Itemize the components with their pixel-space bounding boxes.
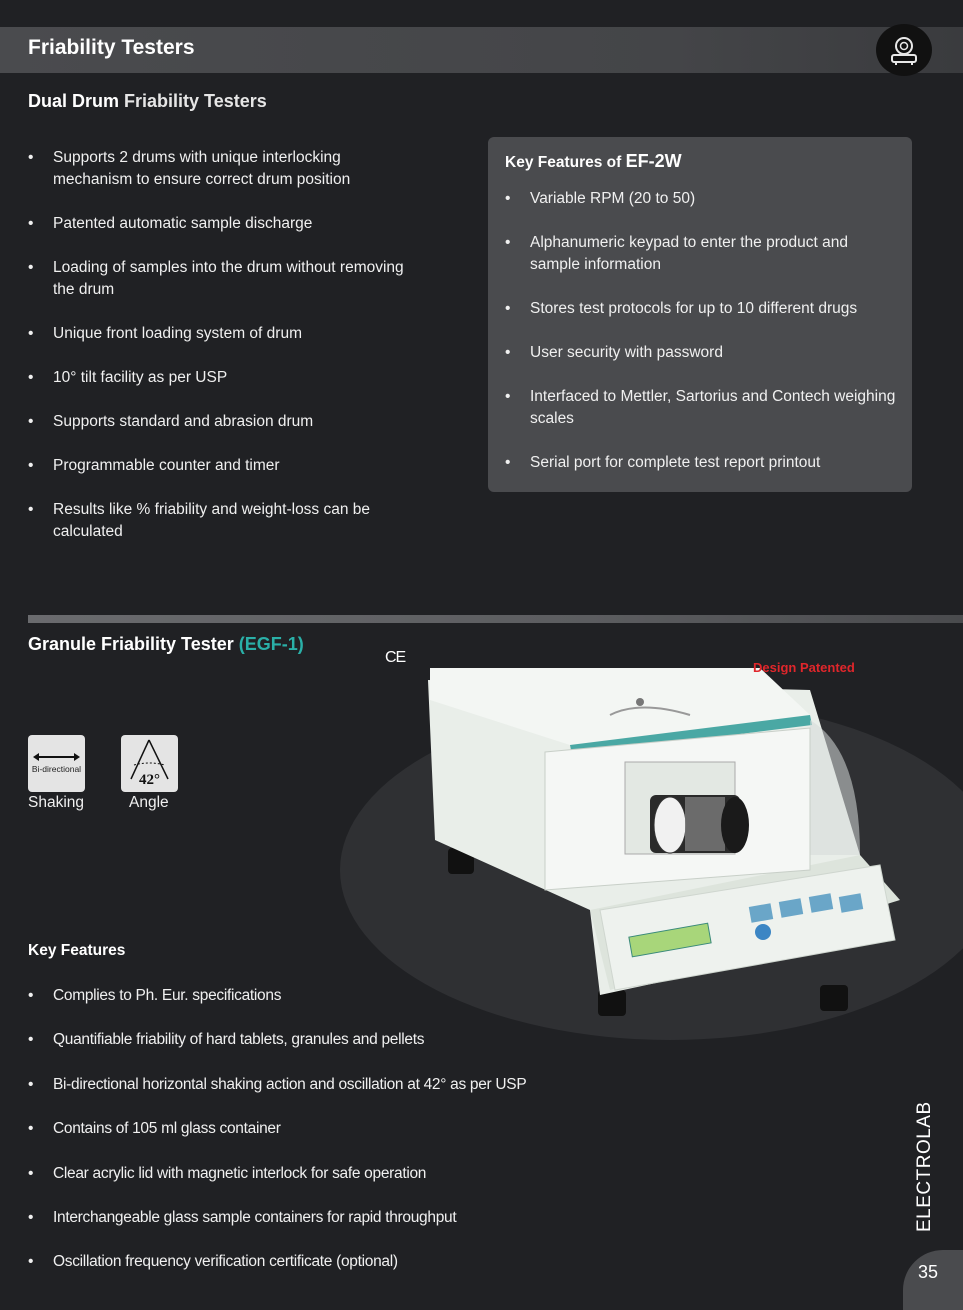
tester-logo-icon: [876, 24, 932, 76]
list-item: • Complies to Ph. Eur. specifications: [28, 985, 628, 1007]
bidirectional-icon-text: Bi-directional: [31, 764, 82, 774]
list-item: • Programmable counter and timer: [28, 455, 418, 477]
brand-wordmark: ELECTROLAB: [914, 1101, 935, 1232]
granule-friabilator-image: [340, 640, 963, 1040]
list-item: • Supports standard and abrasion drum: [28, 411, 418, 433]
list-item: • Loading of samples into the drum without removing the drum: [28, 257, 418, 301]
page-title: Friability Testers: [28, 36, 195, 59]
page-number: 35: [918, 1262, 939, 1282]
list-item: • Results like % friability and weight-loss can be calculated: [28, 499, 418, 543]
list-item: • Clear acrylic lid with magnetic interlock for safe operation: [28, 1163, 628, 1185]
list-item: • Patented automatic sample discharge: [28, 213, 418, 235]
list-item: • Oscillation frequency verification certificate (optional): [28, 1251, 628, 1273]
key-features-ef2w-title: [505, 151, 682, 172]
key-features-prefix: Key Features of: [505, 154, 622, 171]
granule-heading: [28, 634, 304, 655]
list-item: • Serial port for complete test report printout: [505, 452, 900, 474]
design-patented-label: Design Patented: [753, 660, 855, 675]
dual-drum-feature-list: [28, 147, 418, 565]
list-item: • Unique front loading system of drum: [28, 323, 418, 345]
angle-label: Angle: [129, 794, 169, 811]
list-item: • Contains of 105 ml glass container: [28, 1118, 628, 1140]
shaking-label: Shaking: [28, 794, 85, 811]
list-item: • Alphanumeric keypad to enter the product and sample information: [505, 232, 900, 276]
granule-model: (EGF-1): [238, 634, 304, 654]
list-item: • Stores test protocols for up to 10 different drugs: [505, 298, 900, 320]
list-item: • Interfaced to Mettler, Sartorius and Contech weighing scales: [505, 386, 900, 430]
dual-drum-heading: [28, 91, 267, 112]
angle-icon-text: 42°: [139, 772, 160, 788]
list-item: • Quantifiable friability of hard tablets, granules and pellets: [28, 1029, 628, 1051]
list-item: • Supports 2 drums with unique interlocking mechanism to ensure correct drum position: [28, 147, 418, 191]
list-item: • Variable RPM (20 to 50): [505, 188, 900, 210]
granule-feature-list: [28, 985, 628, 1296]
list-item: • User security with password: [505, 342, 900, 364]
list-item: • Interchangeable glass sample containers for rapid throughput: [28, 1207, 628, 1229]
granule-title: Granule Friability Tester: [28, 634, 234, 654]
dual-drum-heading-part1: Dual Drum: [28, 91, 120, 111]
key-features-ef2w-panel: [488, 137, 912, 492]
ef2w-feature-list: [505, 188, 900, 496]
list-item: • Bi-directional horizontal shaking action and oscillation at 42° as per USP: [28, 1074, 628, 1096]
list-item: • 10° tilt facility as per USP: [28, 367, 418, 389]
section-divider: [28, 615, 963, 623]
dual-drum-heading-part2: Friability Testers: [124, 91, 267, 111]
model-name: EF-2W: [625, 151, 682, 171]
key-features-heading: Key Features: [28, 942, 126, 959]
ce-mark: CE: [385, 649, 406, 666]
